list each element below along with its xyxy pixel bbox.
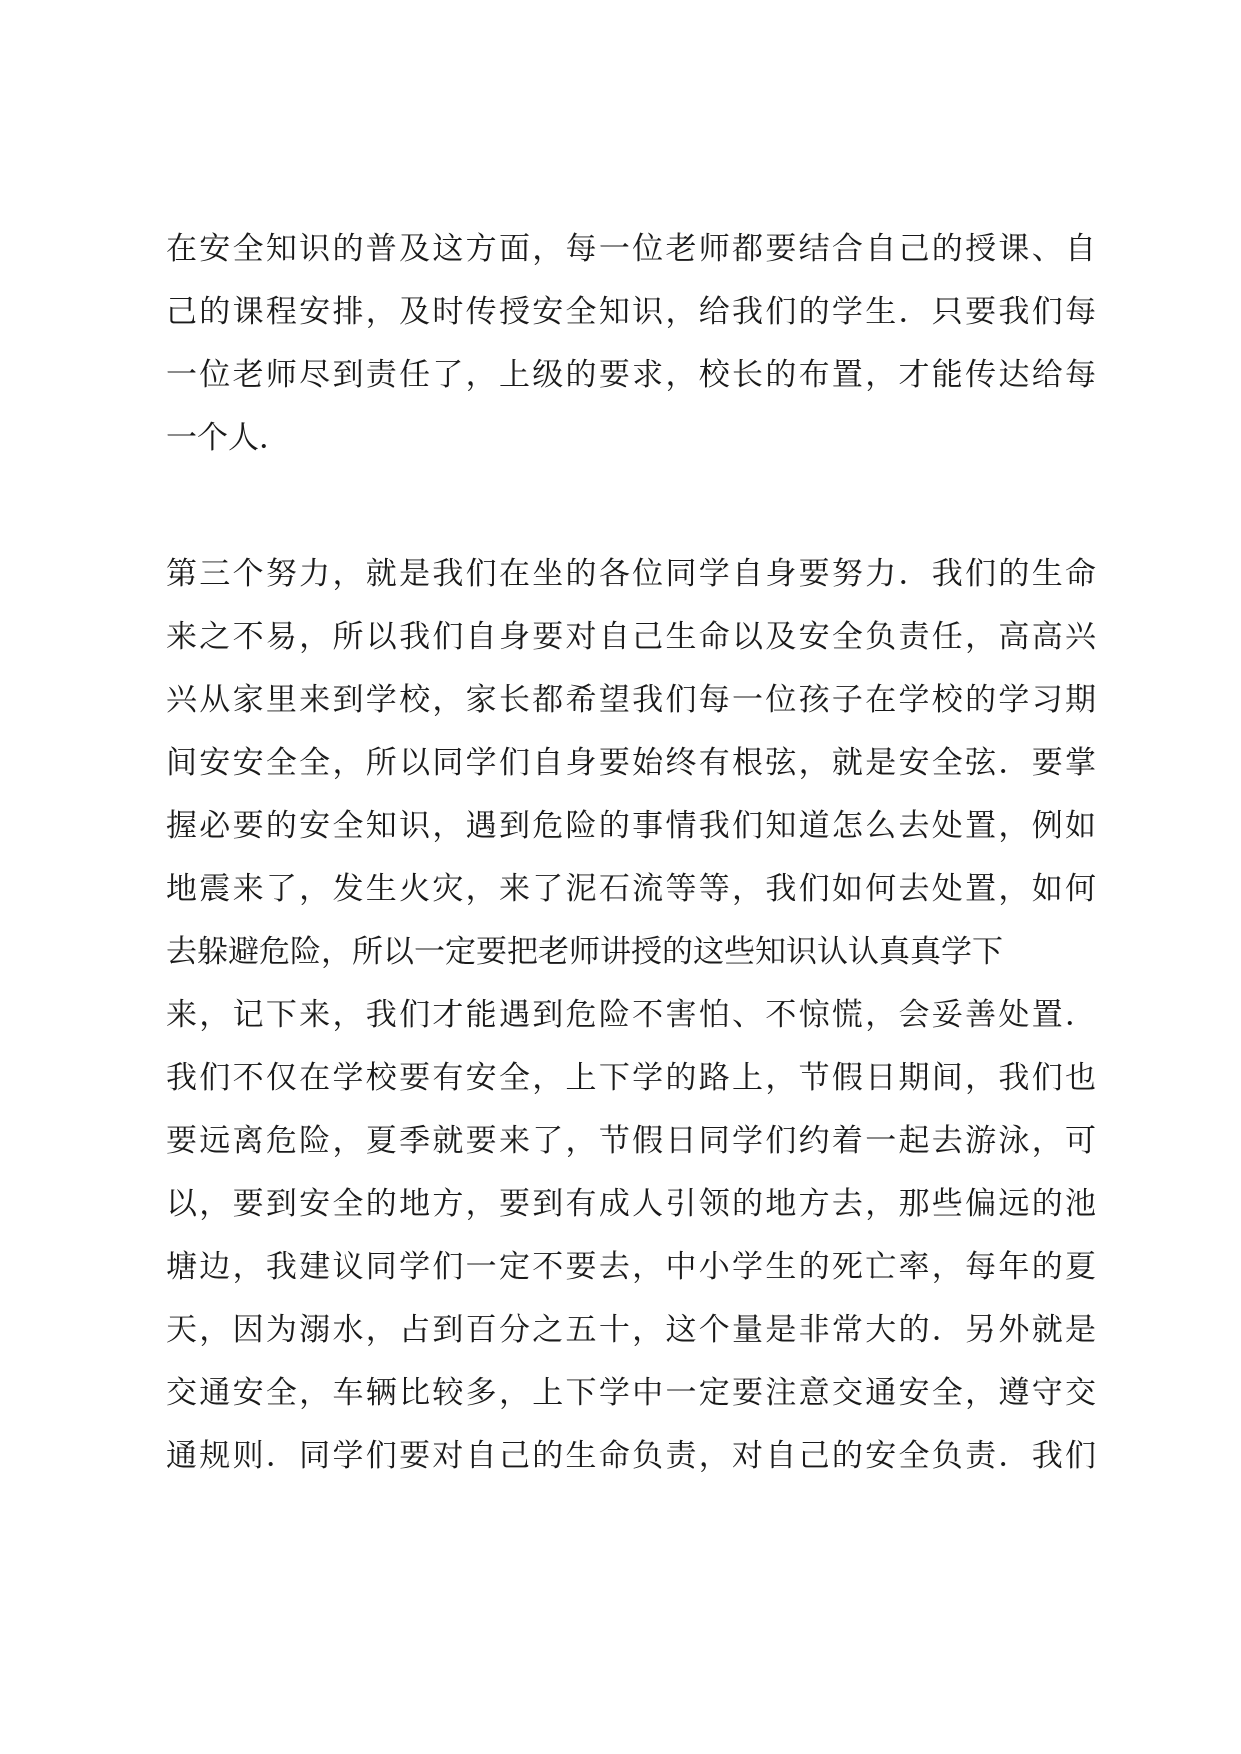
text-line: 一个人． [166,420,290,456]
text-line: 去躲避危险，所以一定要把老师讲授的这些知识认认真真学下 [166,934,1003,970]
text-line: 交通安全，车辆比较多，上下学中一定要注意交通安全，遵守交 [166,1375,1096,1411]
paragraph-students-effort [166,543,1096,1488]
text-line: 在安全知识的普及这方面，每一位老师都要结合自己的授课、自 [166,231,1096,267]
text-line: 天，因为溺水，占到百分之五十，这个量是非常大的．另外就是 [166,1312,1096,1348]
text-line: 以，要到安全的地方，要到有成人引领的地方去，那些偏远的池 [166,1186,1096,1222]
text-line: 我们不仅在学校要有安全，上下学的路上，节假日期间，我们也 [166,1060,1096,1096]
text-line: 地震来了，发生火灾，来了泥石流等等，我们如何去处置，如何 [166,871,1096,907]
text-line: 间安安全全，所以同学们自身要始终有根弦，就是安全弦．要掌 [166,745,1096,781]
text-line: 塘边，我建议同学们一定不要去，中小学生的死亡率，每年的夏 [166,1249,1096,1285]
text-line: 来之不易，所以我们自身要对自己生命以及安全负责任，高高兴 [166,619,1096,655]
paragraph-teachers-duty [166,218,1096,470]
text-line: 一位老师尽到责任了，上级的要求，校长的布置，才能传达给每 [166,357,1096,393]
text-line: 要远离危险，夏季就要来了，节假日同学们约着一起去游泳，可 [166,1123,1096,1159]
text-line: 己的课程安排，及时传授安全知识，给我们的学生．只要我们每 [166,294,1096,330]
text-line: 通规则．同学们要对自己的生命负责，对自己的安全负责．我们 [166,1438,1096,1474]
text-line: 第三个努力，就是我们在坐的各位同学自身要努力．我们的生命 [166,556,1096,592]
text-line: 兴从家里来到学校，家长都希望我们每一位孩子在学校的学习期 [166,682,1096,718]
text-line: 握必要的安全知识，遇到危险的事情我们知道怎么去处置，例如 [166,808,1096,844]
text-line: 来，记下来，我们才能遇到危险不害怕、不惊慌，会妥善处置． [166,997,1096,1033]
